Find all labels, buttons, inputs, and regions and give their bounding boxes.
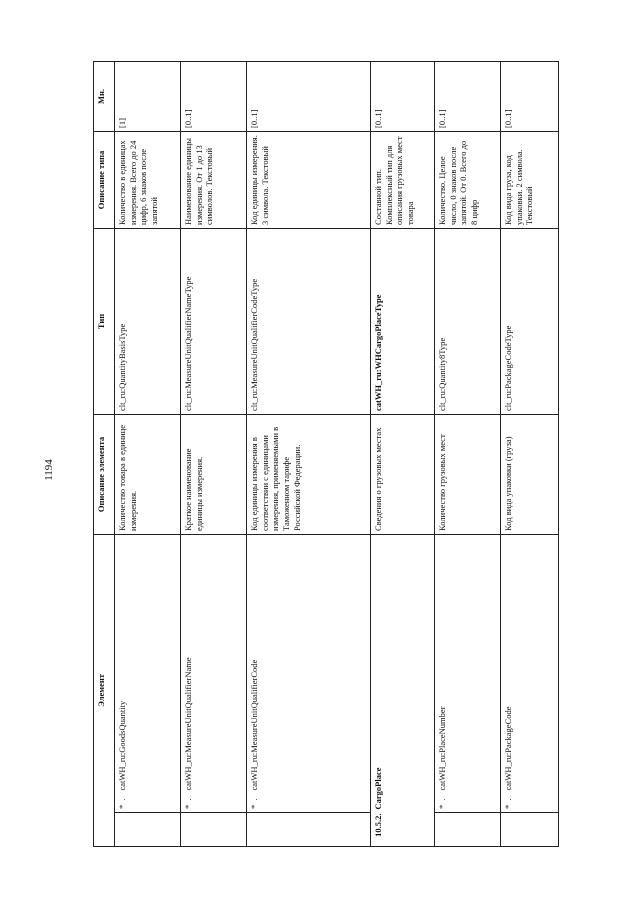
element-description: Код вида упаковки (груза): [501, 414, 559, 534]
table-row: [435, 61, 501, 846]
table-row: [247, 61, 371, 846]
element-description: Краткое наименование единицы измерения.: [181, 414, 247, 534]
multiplicity: [0..1]: [247, 61, 371, 131]
element-name: catWH_ru:PackageCode: [501, 534, 559, 793]
table-row: [501, 61, 559, 846]
type-name: clt_ru:MeasureUnitQualifierNameType: [181, 228, 247, 414]
multiplicity: [0..1]: [501, 61, 559, 131]
header-multiplicity: Мн.: [94, 61, 115, 131]
elements-table: [93, 61, 559, 847]
blank-cell: [181, 813, 247, 847]
multiplicity: [0..1]: [181, 61, 247, 131]
table-row: [115, 61, 181, 846]
header-type: Тип: [94, 228, 115, 414]
nesting-dots: .: [115, 794, 181, 806]
element-name: CargoPlace: [371, 534, 435, 812]
element-name: catWH_ru:PlaceNumber: [435, 534, 501, 793]
table-row: [371, 61, 435, 846]
type-description: Код вида груза, код упаковки. 2 символа. Текстовый: [501, 131, 559, 228]
type-name: clt_ru:PackageCodeType: [501, 228, 559, 414]
type-name: clt_ru:MeasureUnitQualifierCodeType: [247, 228, 371, 414]
type-name: clt_ru:Quantity8Type: [435, 228, 501, 414]
type-description: Код единицы измерения. 3 символа. Текстовый: [247, 131, 371, 228]
blank-cell: [435, 813, 501, 847]
type-description: Количество в единицах измерения. Всего до 24 цифр, 6 знаков после запятой: [115, 131, 181, 228]
nesting-marker: *: [181, 806, 247, 813]
page-number-text: 1194: [43, 459, 55, 481]
nesting-dots: .: [181, 794, 247, 806]
nesting-marker: *: [115, 806, 181, 813]
page-number: [37, 440, 61, 500]
type-name: catWH_ru:WHCargoPlaceType: [371, 228, 435, 414]
nesting-dots: .: [435, 794, 501, 806]
blank-cell: [115, 813, 181, 847]
blank-cell: [501, 813, 559, 847]
type-description: Составной тип. Комплексный тип для описания грузовых мест товара: [371, 131, 435, 228]
header-type-desc: Описание типа: [94, 131, 115, 228]
header-element-desc: Описание элемента: [94, 414, 115, 534]
rotated-table-container: [93, 62, 535, 847]
element-description: Количество грузовых мест: [435, 414, 501, 534]
type-description: Наименование единицы измерения. От 1 до 13 символов. Текстовый: [181, 131, 247, 228]
element-description: Код единицы измерения в соответствии с единицами измерения, применяемыми в Таможенном тарифе Российской Федерации.: [247, 414, 371, 534]
section-number: 10.5.2.: [371, 813, 435, 847]
element-name: catWH_ru:MeasureUnitQualifierCode: [247, 534, 371, 793]
element-name: catWH_ru:MeasureUnitQualifierName: [181, 534, 247, 793]
nesting-marker: *: [501, 806, 559, 813]
type-name: clt_ru:QuantityBasisType: [115, 228, 181, 414]
header-row: [94, 61, 115, 846]
table-row: [181, 61, 247, 846]
element-description: Количество товара в единице измерения.: [115, 414, 181, 534]
multiplicity: [0..1]: [435, 61, 501, 131]
blank-cell: [247, 813, 371, 847]
header-element: Элемент: [94, 534, 115, 846]
nesting-marker: *: [247, 806, 371, 813]
nesting-dots: .: [247, 794, 371, 806]
element-description: Сведения о грузовых местах: [371, 414, 435, 534]
multiplicity: [1]: [115, 61, 181, 131]
nesting-dots: .: [501, 794, 559, 806]
multiplicity: [0..1]: [371, 61, 435, 131]
nesting-marker: *: [435, 806, 501, 813]
type-description: Количество. Целое число, 0 знаков после запятой. От 0. Всего до 8 цифр: [435, 131, 501, 228]
element-name: catWH_ru:GoodsQuantity: [115, 534, 181, 793]
